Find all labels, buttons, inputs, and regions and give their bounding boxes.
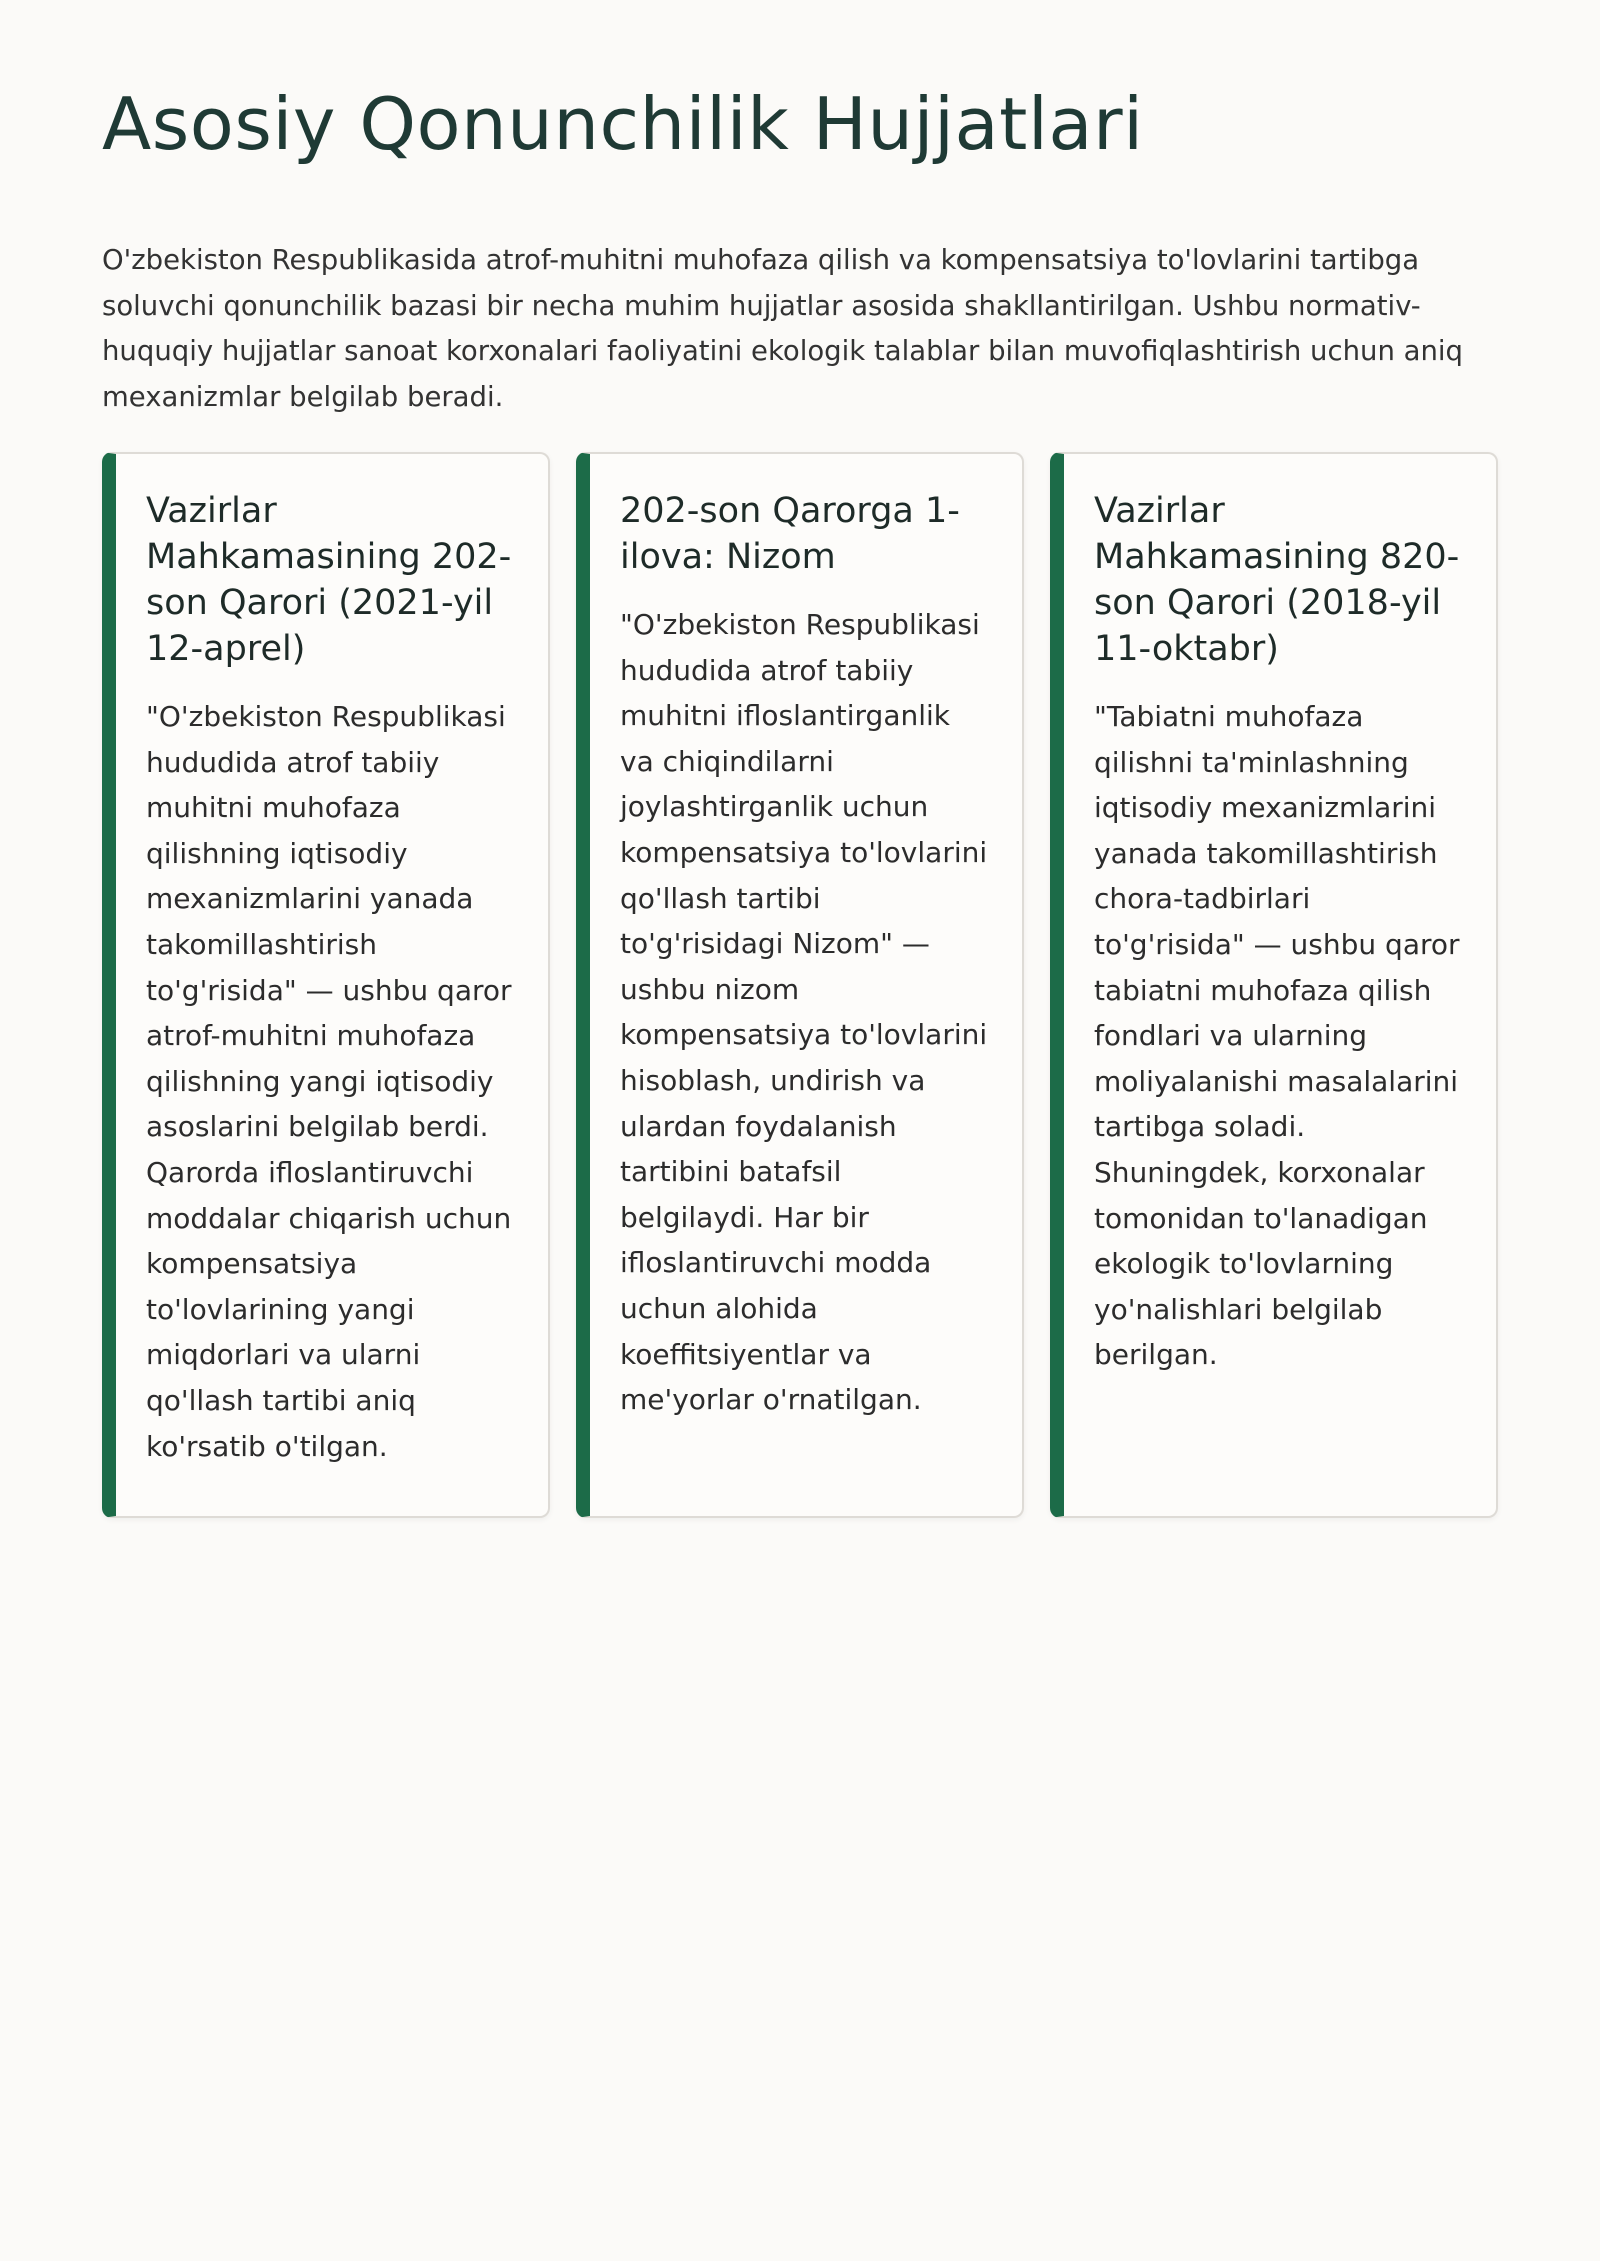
page-title: Asosiy Qonunchilik Hujjatlari [102, 82, 1144, 166]
card-title: Vazirlar Mahkamasining 820-son Qarori (2018-yil 11-oktabr) [1094, 491, 1460, 669]
card-title: 202-son Qarorga 1-ilova: Nizom [620, 491, 960, 577]
card-title: Vazirlar Mahkamasining 202-son Qarori (2021-yil 12-aprel) [146, 491, 512, 669]
document-cards [102, 452, 1498, 1518]
card-description: "O'zbekiston Respublikasi hududida atrof tabiiy muhitni ifloslantirganlik va chiqindilarni joylashtirganlik uchun kompensatsiya to'lovlarini qo'llash tartibi to'g'risidagi Nizom" — ushbu nizom kompensatsiya to'lovlarini hisoblash, undirish va ulardan foydalanish tartibini batafsil belgilaydi. Har bir ifloslantiruvchi modda uchun alohida koeffitsiyentlar va me'yorlar o'rnatilgan. [620, 608, 988, 1417]
document-card-regulation-appendix [576, 452, 1024, 1518]
document-card-resolution-202 [102, 452, 550, 1518]
card-description: "O'zbekiston Respublikasi hududida atrof tabiiy muhitni muhofaza qilishning iqtisodiy mexanizmlarini yanada takomillashtirish to'g'risida" — ushbu qaror atrof-muhitni muhofaza qilishning yangi iqtisodiy asoslarini belgilab berdi. Qarorda ifloslantiruvchi moddalar chiqarish uchun kompensatsiya to'lovlarining yangi miqdorlari va ularni qo'llash tartibi aniq ko'rsatib o'tilgan. [146, 700, 512, 1463]
card-description: "Tabiatni muhofaza qilishni ta'minlashning iqtisodiy mexanizmlarini yanada takomillashtirish chora-tadbirlari to'g'risida" — ushbu qaror tabiatni muhofaza qilish fondlari va ularning moliyalanishi masalalarini tartibga soladi. Shuningdek, korxonalar tomonidan to'lanadigan ekologik to'lovlarning yo'nalishlari belgilab berilgan. [1094, 700, 1460, 1372]
intro-paragraph: O'zbekiston Respublikasida atrof-muhitni muhofaza qilish va kompensatsiya to'lovlarini tartibga soluvchi qonunchilik bazasi bir necha muhim hujjatlar asosida shakllantirilgan. Ushbu normativ-huquqiy hujjatlar sanoat korxonalari faoliyatini ekologik talablar bilan muvofiqlashtirish uchun aniq mexanizmlar belgilab beradi. [102, 244, 1463, 413]
document-card-resolution-820 [1050, 452, 1498, 1518]
